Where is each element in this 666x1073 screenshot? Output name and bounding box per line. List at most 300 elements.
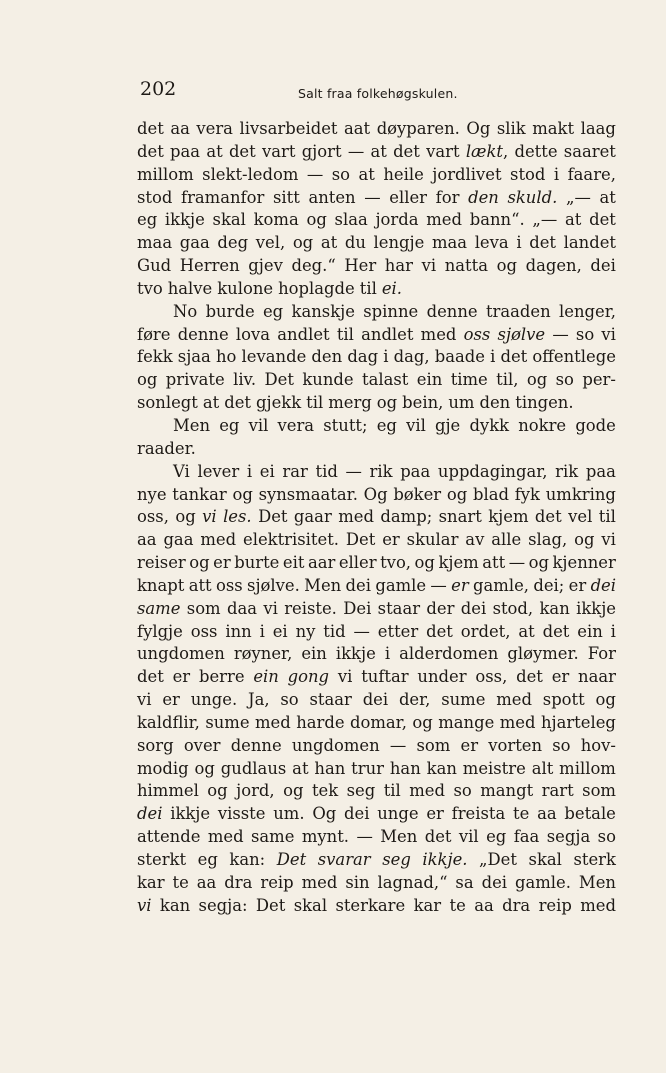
word: aa <box>474 895 494 915</box>
word: gaa <box>179 233 210 253</box>
word: sin <box>345 872 370 892</box>
word: umkring <box>545 484 616 504</box>
text-line <box>137 346 616 369</box>
word: dei <box>345 575 371 595</box>
word: dag, <box>393 347 430 367</box>
word: svarar <box>317 850 371 869</box>
word: gamle. <box>514 872 571 892</box>
text-line <box>137 255 616 278</box>
word: med <box>580 895 616 915</box>
word: andlet <box>361 324 414 344</box>
word: raader. <box>137 438 196 458</box>
text-line <box>137 598 616 621</box>
word: for <box>435 187 460 207</box>
word: vart <box>261 141 296 161</box>
word: Det <box>258 507 288 527</box>
word: som <box>582 781 616 801</box>
word: Gud <box>137 256 172 276</box>
word: vi <box>601 324 616 344</box>
word: kan <box>426 758 457 778</box>
word: kan <box>159 895 191 915</box>
word: framanfor <box>181 187 265 207</box>
word: og <box>526 370 548 390</box>
word: i <box>516 233 522 253</box>
word: knapt <box>137 575 185 595</box>
word: aa <box>537 804 557 824</box>
word: paa <box>400 461 431 481</box>
word: saaret <box>563 141 616 161</box>
word: jorda <box>375 210 419 230</box>
word: han <box>389 758 421 778</box>
word: han <box>314 758 346 778</box>
word: det <box>500 347 528 367</box>
word: so <box>555 370 574 390</box>
word: ein <box>253 667 279 687</box>
word: alt <box>531 758 554 778</box>
word: so <box>280 690 299 710</box>
word: eg <box>486 827 507 847</box>
word: gudlaus <box>220 758 287 778</box>
word: nye <box>137 484 167 504</box>
word: dra <box>502 895 531 915</box>
word: vil <box>406 415 426 435</box>
word: til <box>598 507 616 527</box>
word: betale <box>564 804 616 824</box>
text-line <box>137 666 616 689</box>
word: tuftar <box>361 667 409 687</box>
word: oss <box>463 324 491 344</box>
word: sume <box>205 712 250 732</box>
word: at <box>320 233 338 253</box>
word: av <box>465 530 485 550</box>
word: — <box>508 553 526 573</box>
word: at <box>599 187 616 207</box>
word: til <box>359 278 377 298</box>
word: i <box>246 461 253 481</box>
word: snart <box>438 507 482 527</box>
word: berre <box>198 667 245 687</box>
word: har <box>384 256 413 276</box>
word: denne <box>230 735 282 755</box>
word: skular <box>406 530 459 550</box>
word: sume <box>441 690 486 710</box>
word: gaa <box>163 530 194 550</box>
word: dei <box>362 690 389 710</box>
word: sjølve. <box>247 575 300 595</box>
word: halve <box>167 278 213 298</box>
word: gjev <box>248 256 283 276</box>
word: same <box>251 827 295 847</box>
word: vi <box>137 690 152 710</box>
text-line <box>137 895 616 918</box>
word: tid <box>323 621 346 641</box>
word: sonlegt <box>137 393 198 413</box>
word: med <box>338 507 374 527</box>
word: ei. <box>381 278 402 298</box>
word: — <box>345 461 362 481</box>
word: under <box>417 667 467 687</box>
text-line <box>137 712 616 735</box>
word: er <box>451 575 469 595</box>
word: der, <box>398 690 431 710</box>
word: ei <box>272 621 288 641</box>
word: kar <box>137 872 165 892</box>
word: i <box>384 644 391 664</box>
word: aa <box>137 530 157 550</box>
word: seg <box>382 850 411 869</box>
word: dag <box>347 347 379 367</box>
word: daa <box>226 598 257 618</box>
word: kaldflir, <box>137 712 200 732</box>
text-line <box>137 324 616 347</box>
word: per- <box>582 370 616 390</box>
word: eg <box>219 415 240 435</box>
word: unge <box>377 804 419 824</box>
word: levande <box>241 347 307 367</box>
word: er <box>382 530 400 550</box>
text-line <box>137 735 616 758</box>
word: „Det <box>479 850 517 869</box>
word: som <box>416 735 451 755</box>
word: med <box>200 530 237 550</box>
word: reiser <box>137 553 186 573</box>
word: spinne <box>363 301 419 321</box>
word: og <box>189 553 210 573</box>
word: det <box>534 507 562 527</box>
word: kanskje <box>291 301 355 321</box>
text-line <box>137 621 616 644</box>
word: det <box>516 667 543 687</box>
text-line <box>137 141 616 164</box>
word: paa <box>585 461 616 481</box>
word: med <box>499 712 536 732</box>
word: nokre <box>518 415 567 435</box>
word: ein <box>416 370 443 390</box>
word: leva <box>474 233 509 253</box>
word: i <box>553 164 560 184</box>
word: te <box>449 895 466 915</box>
word: bein, <box>402 393 444 413</box>
word: Og <box>312 804 337 824</box>
word: og <box>232 484 253 504</box>
word: røyner, <box>233 644 293 664</box>
word: gong <box>287 667 330 687</box>
word: det <box>137 667 164 687</box>
word: vera <box>196 119 233 138</box>
word: tankar <box>172 484 227 504</box>
word: elektrisitet. <box>243 530 339 550</box>
word: vi <box>202 507 217 527</box>
word: freista <box>451 804 506 824</box>
word: skuld. <box>507 187 558 207</box>
word: kunde <box>302 370 354 390</box>
word: og <box>414 553 435 573</box>
word: at <box>358 164 375 184</box>
word: — <box>347 141 365 161</box>
word: jord, <box>236 781 275 801</box>
word: det <box>542 621 570 641</box>
word: sterk <box>573 850 616 869</box>
word: maa <box>137 233 173 253</box>
word: i <box>490 347 496 367</box>
word: liv. <box>233 370 257 390</box>
word: fekk <box>137 347 173 367</box>
word: Og <box>363 484 388 504</box>
word: og <box>175 507 196 527</box>
word: det <box>424 827 452 847</box>
word: so <box>552 735 571 755</box>
word: burte <box>234 553 280 573</box>
word: meistre <box>462 758 526 778</box>
word: paa <box>170 141 201 161</box>
word: visste <box>217 804 266 824</box>
text-line <box>137 209 616 232</box>
word: gjekk <box>256 393 302 413</box>
word: at <box>206 141 223 161</box>
word: oss, <box>475 667 508 687</box>
word: Det <box>255 895 286 915</box>
word: deg.“ <box>291 256 336 276</box>
word: vera <box>277 415 315 435</box>
word: vil <box>248 415 269 435</box>
word: som <box>186 598 221 618</box>
word: kan <box>539 598 570 618</box>
word: talast <box>362 370 409 390</box>
word: slekt-ledom <box>202 164 299 184</box>
word: gamle <box>375 575 427 595</box>
word: Men <box>578 872 616 892</box>
word: same <box>137 598 181 618</box>
text-line <box>137 803 616 826</box>
word: att <box>188 575 212 595</box>
word: — <box>306 164 324 184</box>
text-line <box>137 529 616 552</box>
word: sitt <box>272 187 300 207</box>
word: stod, <box>492 598 534 618</box>
word: er <box>426 804 444 824</box>
word: — <box>364 187 381 207</box>
word: døyparen. <box>376 119 460 138</box>
word: og <box>194 758 215 778</box>
word: uppdagingar, <box>437 461 548 481</box>
word: andlet <box>277 324 330 344</box>
word: til <box>336 324 354 344</box>
word: og <box>446 484 468 504</box>
word: ikkje <box>164 210 205 230</box>
word: dei <box>460 598 487 618</box>
word: den <box>311 347 343 367</box>
word: Det <box>276 850 307 869</box>
word: traaden <box>485 301 551 321</box>
word: sterkare <box>335 895 406 915</box>
word: vart <box>426 141 460 161</box>
word: lækt, <box>465 141 509 161</box>
text-line <box>137 164 616 187</box>
word: denne <box>177 324 229 344</box>
word: — <box>430 575 447 595</box>
word: til, <box>496 370 519 390</box>
word: hoplagde <box>278 278 355 298</box>
word: himmel <box>137 781 199 801</box>
text-line <box>137 118 616 141</box>
word: med <box>420 324 457 344</box>
text-line <box>137 484 616 507</box>
word: lengje <box>373 233 425 253</box>
text-line <box>137 826 616 849</box>
word: vorten <box>488 735 543 755</box>
text-line <box>137 643 616 666</box>
word: og <box>528 553 549 573</box>
word: Men <box>173 415 211 435</box>
word: det <box>426 621 453 641</box>
word: hjarteleg <box>540 712 616 732</box>
word: eller <box>338 553 377 573</box>
word: med <box>409 781 446 801</box>
word: harde <box>296 712 345 732</box>
word: staar <box>377 598 421 618</box>
word: aa <box>196 872 217 892</box>
text-line <box>137 187 616 210</box>
text-line <box>137 278 616 301</box>
word: gje <box>434 415 461 435</box>
word: oss <box>215 575 243 595</box>
word: det <box>137 141 164 161</box>
word: Her <box>344 256 377 276</box>
word: skal <box>528 850 562 869</box>
word: modig <box>137 758 189 778</box>
word: at <box>370 141 387 161</box>
word: time <box>450 370 488 390</box>
word: „— <box>565 187 591 207</box>
word: millom <box>137 164 194 184</box>
word: staar <box>309 690 352 710</box>
word: og <box>207 781 228 801</box>
word: merg <box>328 393 372 413</box>
word: te <box>172 872 189 892</box>
word: um. <box>273 804 305 824</box>
word: stod <box>510 164 546 184</box>
word: og <box>376 393 398 413</box>
word: ikkje <box>576 598 616 618</box>
word: etter <box>377 621 419 641</box>
word: i <box>610 621 616 641</box>
word: domar, <box>350 712 407 732</box>
text-line <box>137 369 616 392</box>
word: er <box>213 553 231 573</box>
word: der <box>426 598 455 618</box>
word: tingen. <box>515 393 574 413</box>
word: lever <box>197 461 240 481</box>
word: tek <box>311 781 339 801</box>
word: Herren <box>179 256 240 276</box>
word: inn <box>225 621 252 641</box>
word: te <box>513 804 530 824</box>
word: dei <box>590 256 616 276</box>
word: faare, <box>567 164 616 184</box>
word: ein <box>301 644 327 664</box>
word: lagnad,“ <box>377 872 448 892</box>
word: jordlivet <box>432 164 502 184</box>
word: er <box>551 667 570 687</box>
word: mynt. <box>301 827 350 847</box>
word: gaar <box>293 507 332 527</box>
word: oss, <box>137 507 169 527</box>
word: reip <box>538 895 572 915</box>
word: ny <box>295 621 316 641</box>
text-line <box>137 392 616 415</box>
word: og <box>306 210 327 230</box>
text-line <box>137 415 616 438</box>
word: millom <box>559 758 616 778</box>
word: er <box>172 667 191 687</box>
word: det <box>393 141 420 161</box>
word: kjem <box>438 553 479 573</box>
word: Vi <box>173 461 190 481</box>
page-number: 202 <box>140 78 177 100</box>
word: dykk <box>469 415 510 435</box>
word: det <box>224 393 251 413</box>
text-line <box>137 552 616 575</box>
word: dei <box>481 872 508 892</box>
word: gamle, <box>473 575 530 595</box>
word: dei <box>137 804 163 824</box>
word: — <box>356 827 373 847</box>
word: vi <box>601 530 616 550</box>
word: att <box>482 553 506 573</box>
word: føre <box>137 324 171 344</box>
word: Men <box>380 827 418 847</box>
word: gode <box>575 415 616 435</box>
word: naar <box>578 667 616 687</box>
word: ikkje. <box>422 850 468 869</box>
word: til <box>383 781 401 801</box>
word: landet <box>563 233 616 253</box>
word: mangt <box>480 781 534 801</box>
word: i <box>259 621 265 641</box>
word: baade <box>434 347 485 367</box>
word: vi <box>137 895 152 915</box>
word: offentlege <box>532 347 616 367</box>
running-head: Salt fraa folkehøgskulen. <box>298 86 458 101</box>
word: at <box>518 621 535 641</box>
word: makt <box>532 119 575 138</box>
text-line <box>137 758 616 781</box>
word: ikkje <box>170 804 211 824</box>
word: slaa <box>334 210 368 230</box>
word: ordet, <box>460 621 511 641</box>
word: og <box>496 256 517 276</box>
word: tvo, <box>380 553 412 573</box>
text-line <box>137 780 616 803</box>
word: det <box>228 141 256 161</box>
word: er <box>568 575 587 595</box>
word: Det <box>264 370 294 390</box>
word: eg <box>262 301 284 321</box>
word: hov- <box>580 735 616 755</box>
word: natta <box>444 256 488 276</box>
word: eg <box>376 415 397 435</box>
word: ein <box>577 621 603 641</box>
word: so <box>575 324 595 344</box>
word: vi <box>421 256 437 276</box>
word: burde <box>205 301 255 321</box>
word: vel <box>568 507 593 527</box>
word: vi <box>337 667 353 687</box>
word: synsmaatar. <box>258 484 358 504</box>
word: — <box>389 735 407 755</box>
text-line <box>137 438 616 461</box>
word: Og <box>466 119 491 138</box>
